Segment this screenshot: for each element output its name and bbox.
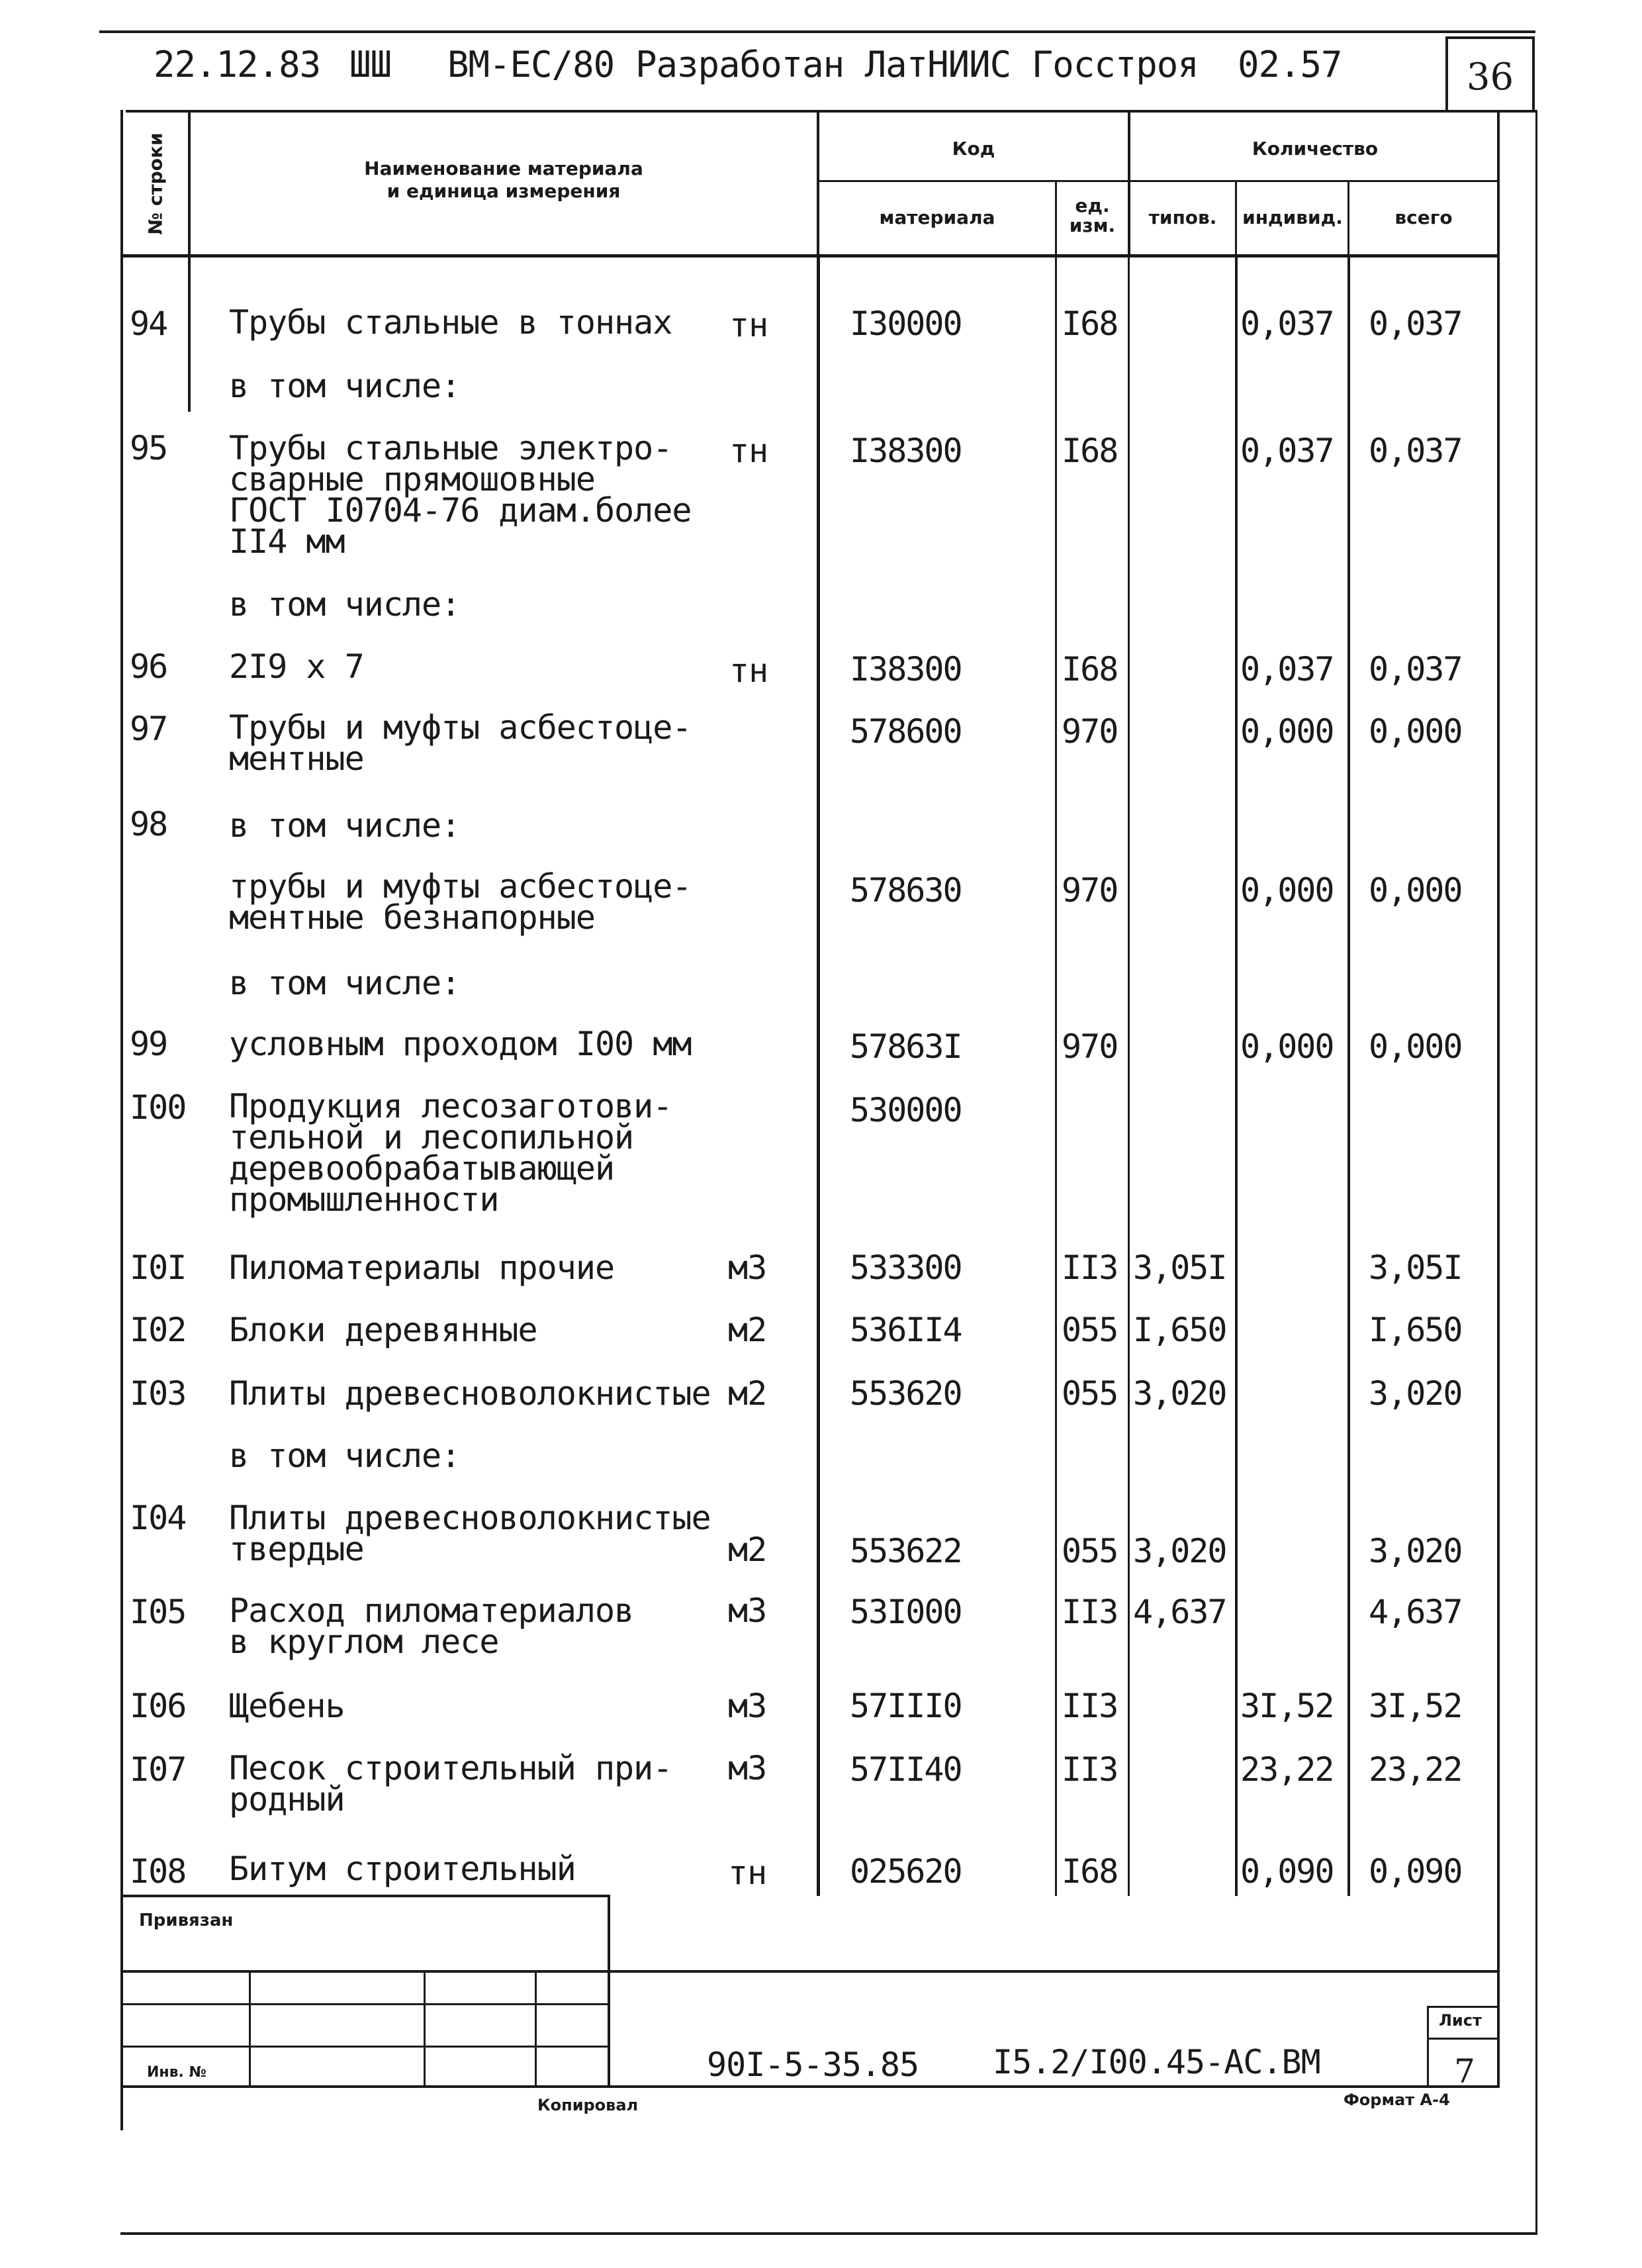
copied-label: Копировал [537,2096,639,2114]
row-number: 99 [130,1025,167,1063]
row-number: 96 [130,647,167,686]
sheet-number: 7 [1454,2052,1475,2091]
unit-name: тн [729,651,768,690]
row-number: I07 [130,1750,186,1789]
material-name: Плиты древесноволокнистые [229,1374,711,1413]
row-number: 94 [130,305,167,343]
material-name: трубы и муфты асбестоце- ментные безнапорные [229,867,692,937]
total-qty: 0,090 [1369,1852,1462,1891]
row-number: 97 [130,710,167,748]
individual-qty: 0,000 [1240,1027,1334,1066]
material-name: в том числе: [229,806,461,845]
unit-name: м3 [728,1749,767,1787]
unit-code: 055 [1062,1374,1118,1413]
unit-name: м3 [728,1687,767,1725]
unit-code: II3 [1062,1687,1118,1725]
unit-code: I68 [1062,305,1118,343]
total-qty: 3,05I [1369,1249,1462,1287]
total-qty: 3I,52 [1369,1687,1462,1725]
row-number: I0I [130,1249,186,1287]
total-qty: 3,020 [1369,1374,1462,1413]
unit-code: I68 [1062,1852,1118,1891]
total-qty: 0,000 [1369,712,1462,751]
column-header-row-number: № строки [144,132,167,235]
column-header-material: материала [879,207,995,228]
unit-code: II3 [1062,1593,1118,1631]
unit-code: I68 [1062,650,1118,688]
total-qty: I,650 [1369,1311,1462,1349]
material-name: Пиломатериалы прочие [229,1249,615,1287]
row-number: I03 [130,1374,186,1413]
column-header-name: Наименование материала и единица измерения [364,158,643,202]
individual-qty: 0,000 [1240,712,1334,751]
row-number: I05 [130,1593,186,1631]
material-code: 533300 [850,1249,962,1287]
material-code: I38300 [850,650,962,688]
material-code: 57863I [850,1027,962,1066]
material-name: в том числе: [229,585,461,624]
individual-qty: 23,22 [1240,1750,1334,1789]
material-code: 578600 [850,712,962,751]
format-label: Формат А-4 [1344,2091,1450,2109]
material-name: Битум строительный [229,1850,576,1888]
row-number: I06 [130,1687,186,1725]
unit-code: 970 [1062,871,1118,910]
inventory-label: Инв. № [147,2064,207,2081]
row-number: I04 [130,1499,186,1537]
material-code: 536II4 [850,1311,962,1349]
row-number: I02 [130,1311,186,1349]
individual-qty: 3I,52 [1240,1687,1334,1725]
typical-qty: 3,020 [1133,1532,1226,1570]
material-name: в том числе: [229,964,461,1002]
unit-name: тн [729,432,768,470]
unit-name: тн [728,1854,767,1892]
unit-code: 970 [1062,712,1118,751]
material-code: 530000 [850,1091,962,1129]
row-number: I00 [130,1088,186,1127]
unit-code: 055 [1062,1311,1118,1349]
unit-code: 055 [1062,1532,1118,1570]
row-number: I08 [130,1852,186,1891]
total-qty: 0,037 [1369,432,1462,470]
material-name: Плиты древесноволокнистые твердые [229,1499,711,1568]
typical-qty: I,650 [1133,1311,1226,1349]
total-qty: 3,020 [1369,1532,1462,1570]
column-header-total: всего [1394,207,1453,228]
material-name: Продукция лесозаготови- тельной и лесопильной деревообрабатывающей промышленности [229,1087,672,1219]
material-code: 025620 [850,1852,962,1891]
unit-name: м3 [728,1249,767,1287]
page-number: 36 [1466,56,1514,99]
total-qty: 0,000 [1369,871,1462,910]
material-code: 53I000 [850,1593,962,1631]
column-header-typical: типов. [1148,207,1217,228]
material-name: Блоки деревянные [229,1311,537,1349]
material-code: 57III0 [850,1687,962,1725]
header-code: 02.57 [1238,44,1342,85]
material-name: Щебень [229,1687,345,1725]
material-code: I30000 [850,305,962,343]
material-name: в том числе: [229,367,461,405]
column-header-individual: индивид. [1242,207,1343,228]
unit-code: 970 [1062,1027,1118,1066]
material-code: 578630 [850,871,962,910]
unit-code: I68 [1062,432,1118,470]
row-number: 95 [130,429,167,467]
column-header-quantity: Количество [1252,138,1379,160]
unit-code: II3 [1062,1249,1118,1287]
individual-qty: 0,037 [1240,650,1334,688]
unit-name: м2 [728,1531,767,1569]
developer-line: Разработан ЛатНИИС Госстроя [635,44,1199,85]
material-name: 2I9 x 7 [229,647,364,686]
stamp-doc-number: 90I-5-35.85 [707,2046,919,2084]
individual-qty: 0,037 [1240,305,1334,343]
document-code: ВМ-ЕС/80 [447,44,615,85]
individual-qty: 0,037 [1240,432,1334,470]
typical-qty: 3,020 [1133,1374,1226,1413]
unit-name: м3 [728,1591,767,1630]
material-code: I38300 [850,432,962,470]
total-qty: 0,037 [1369,305,1462,343]
unit-name: тн [729,306,768,344]
stamp-doc-code: I5.2/I00.45-АС.ВМ [993,2043,1320,2081]
material-name: Трубы стальные в тоннах [229,303,672,342]
material-code: 57II40 [850,1750,962,1789]
unit-name: м2 [728,1311,767,1349]
total-qty: 23,22 [1369,1750,1462,1789]
document-date: 22.12.83 [154,44,321,85]
material-name: условным проходом I00 мм [229,1025,692,1063]
unit-name: м2 [728,1374,767,1413]
typical-qty: 4,637 [1133,1593,1226,1631]
individual-qty: 0,090 [1240,1852,1334,1891]
individual-qty: 0,000 [1240,871,1334,910]
unit-code: II3 [1062,1750,1118,1789]
material-code: 553622 [850,1532,962,1570]
material-code: 553620 [850,1374,962,1413]
row-number: 98 [130,805,167,843]
total-qty: 4,637 [1369,1593,1462,1631]
material-name: Расход пиломатериалов в круглом лесе [229,1591,634,1661]
column-header-unit: ед. изм. [1069,195,1116,236]
material-name: в том числе: [229,1437,461,1475]
bound-label: Привязан [139,1911,234,1930]
sheet-label: Лист [1439,2011,1482,2030]
material-name: Песок строительный при- родный [229,1749,672,1819]
total-qty: 0,037 [1369,650,1462,688]
material-name: Трубы и муфты асбестоце- ментные [229,708,692,778]
material-name: Трубы стальные электро- сварные прямошовные ГОСТ I0704-76 диам.более II4 мм [229,429,692,561]
organization-mark: ШШ [349,44,392,85]
total-qty: 0,000 [1369,1027,1462,1066]
column-header-code: Код [952,138,995,160]
typical-qty: 3,05I [1133,1249,1226,1287]
